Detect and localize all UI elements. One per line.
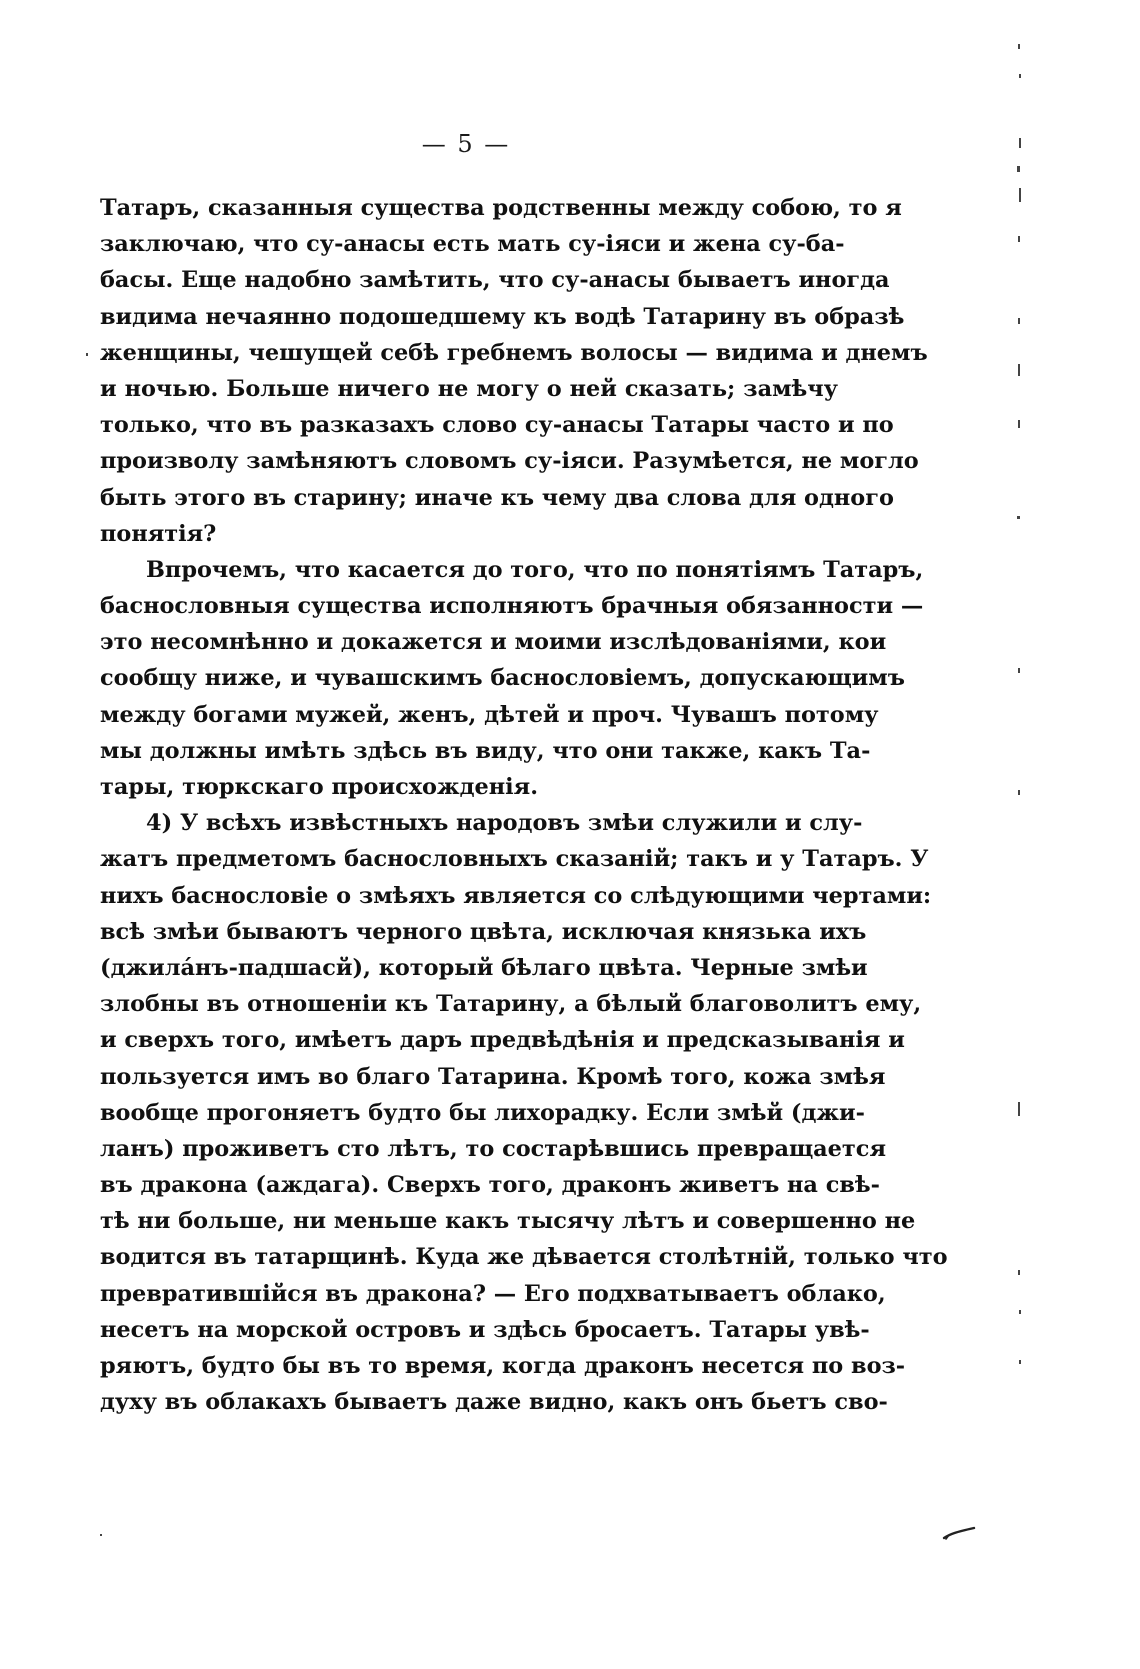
text-line: произволу замѣняютъ словомъ су-іяси. Разумѣется, не могло [100,448,919,475]
text-line: жатъ предметомъ баснословныхъ сказаній; такъ и у Татаръ. У [100,846,929,873]
scan-speck [1018,1270,1020,1275]
body-text [100,190,948,1420]
text-line: быть этого въ старину; иначе къ чему два слова для одного [100,484,894,511]
scan-speck [1019,188,1021,202]
text-line: 4) У всѣхъ извѣстныхъ народовъ змѣи служили и слу- [146,810,863,837]
text-line: заключаю, что су-анасы есть мать су-іяси и жена су-ба- [100,231,845,258]
text-line: женщины, чешущей себѣ гребнемъ волосы — видима и днемъ [100,339,928,366]
text-line: въ дракона (аждага). Сверхъ того, драконъ живетъ на свѣ- [100,1172,880,1199]
text-line: и ночью. Больше ничего не могу о ней сказать; замѣчу [100,375,838,402]
text-line: несетъ на морской островъ и здѣсь бросаетъ. Татары увѣ- [100,1316,870,1343]
scan-speck [1018,44,1020,49]
paragraph [100,190,928,552]
scan-speck [1019,1310,1021,1314]
scan-speck [1017,516,1020,519]
pen-mark-icon [942,1526,976,1540]
text-line: басы. Еще надобно замѣтить, что су-анасы бываетъ иногда [100,267,890,294]
text-line: понятія? [100,520,217,547]
scan-speck [1019,1360,1021,1364]
text-line: пользуется имъ во благо Татарина. Кромѣ того, кожа змѣя [100,1063,886,1090]
scan-speck [1019,74,1021,78]
scan-speck [1018,668,1020,673]
text-line: вообще прогоняетъ будто бы лихорадку. Если змѣй (джи- [100,1099,865,1126]
text-line: (джилáнъ-падшасй), который бѣлаго цвѣта. Черные змѣи [100,954,868,981]
scan-speck [1018,364,1020,376]
scan-speck [1017,166,1020,172]
text-line: всѣ змѣи бываютъ черного цвѣта, исключая князька ихъ [100,918,867,945]
text-line: духу въ облакахъ бываетъ даже видно, какъ онъ бьетъ сво- [100,1389,888,1416]
text-line: злобны въ отношеніи къ Татарину, а бѣлый благоволитъ ему, [100,991,922,1018]
text-line: Татаръ, сказанныя существа родственны между собою, то я [100,195,902,221]
page-number: — 5 — [421,130,511,158]
text-line: ряютъ, будто бы въ то время, когда драконъ несется по воз- [100,1353,906,1379]
text-line: Впрочемъ, что касается до того, что по понятіямъ Татаръ, [146,556,924,583]
scan-speck [1019,138,1021,148]
text-line: и сверхъ того, имѣетъ даръ предвѣдѣнія и предсказыванія и [100,1027,905,1054]
text-line: тары, тюркскаго происхожденія. [100,774,539,800]
text-line: между богами мужей, женъ, дѣтей и проч. Чувашъ потому [100,701,879,728]
text-line: видима нечаянно подошедшему къ водѣ Татарину въ образѣ [100,303,905,330]
paragraph [100,552,924,805]
text-line: превратившійся въ дракона? — Его подхватываетъ облако, [100,1280,886,1307]
scan-speck [1018,420,1020,428]
scan-speck [1018,790,1020,795]
scan-speck [86,353,88,356]
text-line: мы должны имѣть здѣсь въ виду, что они также, какъ Та- [100,737,871,764]
scan-speck [1018,236,1020,242]
text-line: нихъ баснословіе о змѣяхъ является со слѣдующими чертами: [100,882,932,909]
scan-speck [100,1534,102,1536]
text-line: это несомнѣнно и докажется и моими изслѣдованіями, кои [100,629,887,656]
text-line: тѣ ни больше, ни меньше какъ тысячу лѣтъ и совершенно не [100,1208,916,1235]
scan-speck [1018,318,1020,324]
text-line: сообщу ниже, и чувашскимъ баснословіемъ, допускающимъ [100,665,905,692]
text-line: водится въ татарщинѣ. Куда же дѣвается столѣтній, только что [100,1244,948,1271]
text-line: ланъ) проживетъ сто лѣтъ, то состарѣвшись превращается [100,1135,886,1162]
paragraph [100,805,948,1420]
text-line: баснословныя существа исполняютъ брачныя обязанности — [100,593,924,620]
scan-speck [1018,1102,1020,1116]
text-line: только, что въ разказахъ слово су-анасы Татары часто и по [100,412,894,439]
